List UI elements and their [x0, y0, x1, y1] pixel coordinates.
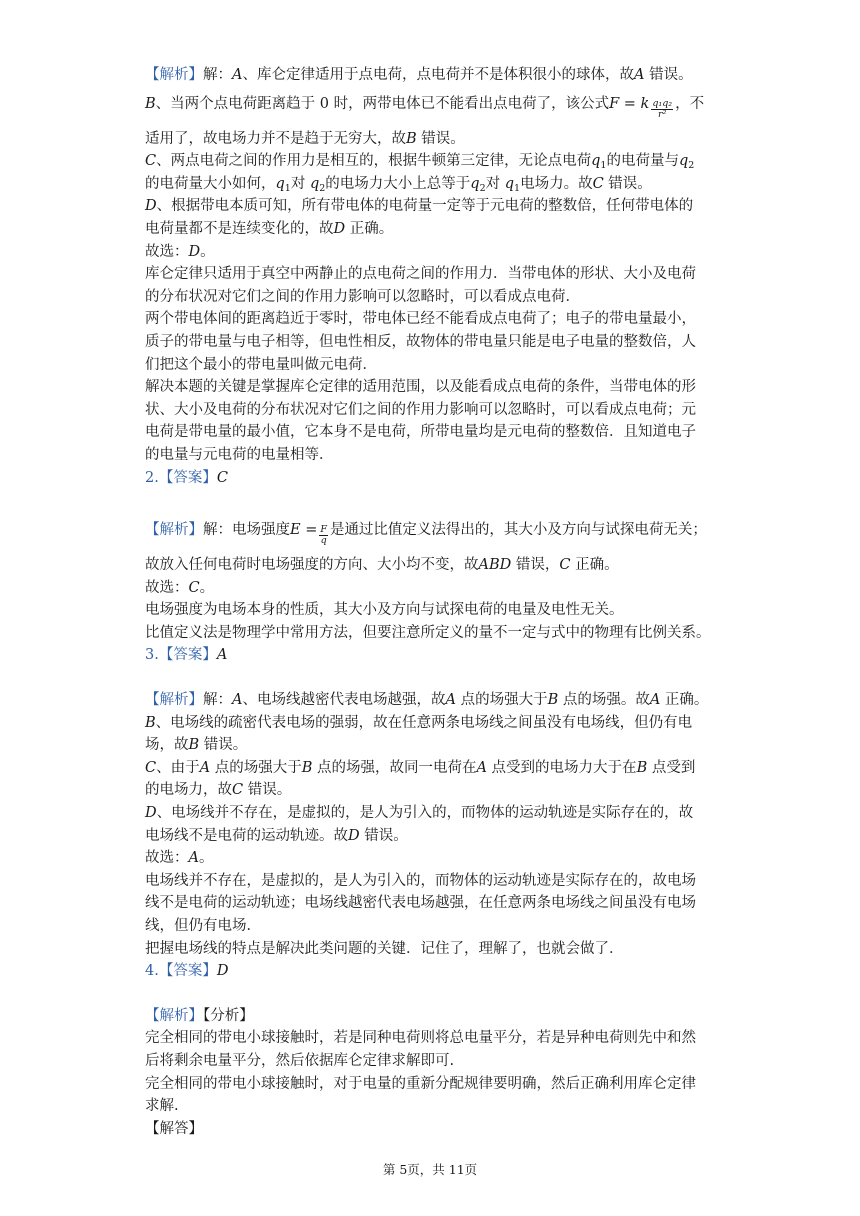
text-line: C、两点电荷之间的作用力是相互的，根据牛顿第三定律，无论点电荷$q_1$的电荷量与$q_2$ — [145, 153, 695, 172]
analysis-subtag: 【分析】 — [203, 1007, 254, 1024]
text-line: 故选：A。 — [145, 850, 214, 867]
text-line: B、电场线的疏密代表电场的强弱，故在任意两条电场线之间虽没有电场线，但仍有电 — [145, 714, 693, 731]
page-footer: 第 5页，共 11页 — [382, 1162, 478, 1177]
formula-fraction: $\frac{F}{q}$ — [320, 524, 327, 547]
text-line: C、由于A 点的场强大于B 点的场强，故同一电荷在A 点受到的电场力大于在B 点受到 — [145, 759, 696, 776]
text-line: 电场线不是电荷的运动轨迹。故D 错误。 — [145, 827, 408, 844]
text-line: 电荷量都不是连续变化的，故D 正确。 — [145, 220, 394, 237]
text-line: 电荷是带电量的最小值，它本身不是电荷，所带电量均是元电荷的整数倍．且知道电子 — [145, 424, 696, 441]
text-line: 故放入任何电荷时电场强度的方向、大小均不变，故ABD 错误，C 正确。 — [145, 557, 619, 574]
text-line: 故选：D。 — [145, 243, 215, 260]
text-line: 适用了，故电场力并不是趋于无穷大，故B 错误。 — [145, 130, 465, 147]
text-line: 电场线并不存在，是虚拟的，是人为引入的，而物体的运动轨迹是实际存在的，故电场 — [145, 872, 696, 889]
text-line: 电场强度为电场本身的性质，其大小及方向与试探电荷的电量及电性无关。 — [145, 602, 624, 619]
text-line: 完全相同的带电小球接触时，对于电量的重新分配规律要明确，然后正确利用库仑定律 — [145, 1075, 696, 1092]
text-line: 场，故B 错误。 — [145, 737, 248, 754]
text-line: 们把这个最小的带电量叫做元电荷． — [145, 356, 377, 373]
text-line: 质子的带电量与电子相等，但电性相反，故物体的带电量只能是电子电量的整数倍，人 — [145, 333, 696, 350]
answer-tag: 【答案】 — [158, 647, 217, 664]
document-body — [145, 64, 725, 1140]
text-line: 库仑定律只适用于真空中两静止的点电荷之间的作用力．当带电体的形状、大小及电荷 — [145, 266, 696, 283]
answer-tag: 【答案】 — [158, 963, 217, 980]
analysis-tag: 【解析】 — [145, 692, 203, 709]
text-line: D、根据带电本质可知，所有带电体的电荷量一定等于元电荷的整数倍，任何带电体的 — [145, 198, 694, 215]
analysis-tag: 【解析】 — [145, 1007, 203, 1024]
analysis-tag: 【解析】 — [145, 522, 203, 539]
text-line: B、当两个点电荷距离趋于 0 时，两带电体已不能看出点电荷了，该公式F = k $\frac{\text{q₁q₂}}{\text{r²}}$ ，不 — [145, 95, 705, 120]
text-line: 【解析】解：A、库仑定律适用于点电荷，点电荷并不是体积很小的球体，故A 错误。 — [145, 67, 693, 83]
answer-line: 3.【答案】A — [145, 647, 228, 664]
text-line: 状、大小及电荷的分布状况对它们之间的作用力影响可以忽略时，可以看成点电荷；元 — [145, 401, 696, 418]
text-line: 求解. — [145, 1098, 179, 1115]
text-line: 两个带电体间的距离趋近于零时，带电体已经不能看成点电荷了；电子的带电量最小， — [145, 311, 696, 328]
text-line: D、电场线并不存在，是虚拟的，是人为引入的，而物体的运动轨迹是实际存在的，故 — [145, 805, 694, 822]
answer-line: 2.【答案】C — [145, 469, 228, 486]
text-line: 的电场力，故C 错误。 — [145, 782, 292, 799]
solution-tag: 【解答】 — [145, 1120, 203, 1137]
text-line: 的电量与元电荷的电量相等． — [145, 446, 334, 463]
text-line: 【解析】解：电场强度E = $\frac{F}{q}$ 是通过比值定义法得出的，其大小及方向与试探电荷无关； — [145, 522, 707, 547]
text-line: 把握电场线的特点是解决此类问题的关键．记住了，理解了，也就会做了． — [145, 940, 624, 957]
text-line: 的分布状况对它们之间的作用力影响可以忽略时，可以看成点电荷． — [145, 288, 580, 305]
text-line: 【解析】解：A、电场线越密代表电场越强，故A 点的场强大于B 点的场强。故A 正确。 — [145, 692, 709, 709]
answer-tag: 【答案】 — [158, 469, 217, 486]
text-line: 解决本题的关键是掌握库仑定律的适用范围，以及能看成点电荷的条件，当带电体的形 — [145, 379, 696, 396]
coulomb-formula: F = k — [609, 95, 650, 112]
text-line: 后将剩余电量平分，然后依据库仑定律求解即可. — [145, 1052, 455, 1069]
text-line: 完全相同的带电小球接触时，若是同种电荷则将总电量平分，若是异种电荷则先中和然 — [145, 1030, 696, 1047]
text-line — [145, 1005, 725, 1028]
field-formula: E = — [290, 522, 318, 539]
text-line: 线不是电荷的运动轨迹；电场线越密代表电场越强，在任意两条电场线之间虽没有电场 — [145, 895, 696, 912]
text-line: 故选：C。 — [145, 579, 215, 596]
answer-line: 4.【答案】D — [145, 963, 229, 980]
text-line: 比值定义法是物理学中常用方法，但要注意所定义的量不一定与式中的物理有比例关系。 — [145, 624, 711, 641]
text-line: 线，但仍有电场． — [145, 918, 261, 934]
formula-fraction: $\frac{\text{q₁q₂}}{\text{r²}}$ — [652, 97, 673, 120]
text-line: 的电荷量大小如何，$q_1$对 $q_2$的电场力大小上总等于$q_2$对 $q_1$电场力。故C 错误。 — [145, 175, 652, 194]
analysis-tag: 【解析】 — [145, 67, 203, 83]
